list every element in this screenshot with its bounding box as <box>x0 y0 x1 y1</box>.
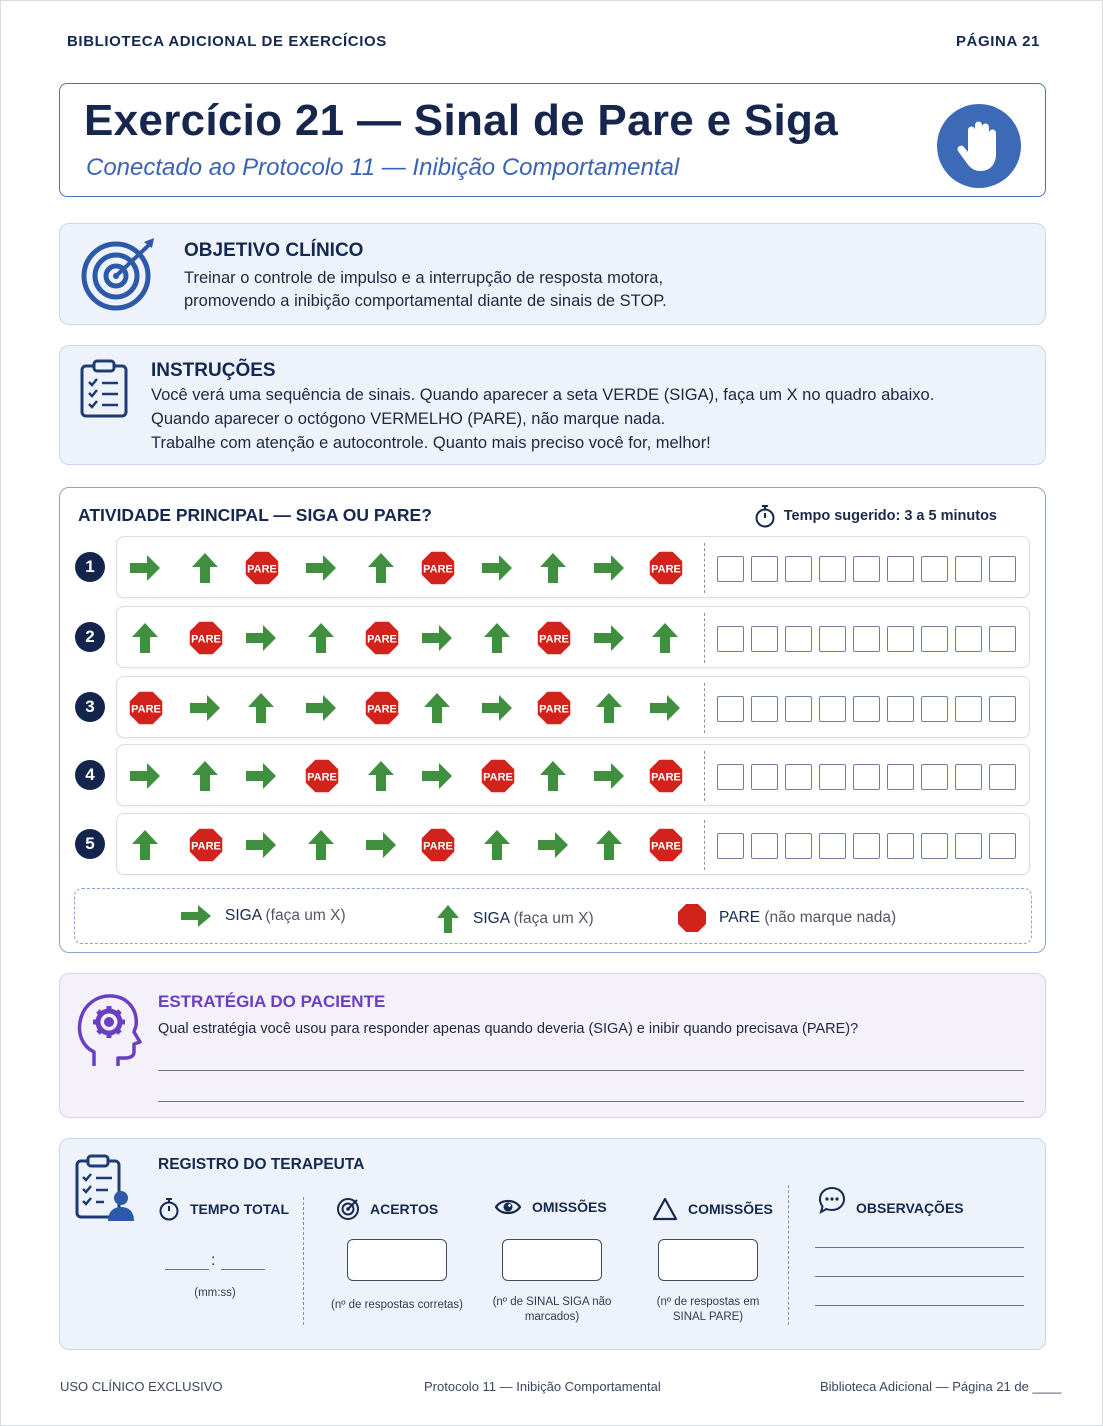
svg-text:PARE: PARE <box>247 563 277 576</box>
answer-checkbox[interactable] <box>921 556 948 582</box>
instructions-line-2: Quando aparecer o octógono VERMELHO (PARE), não marque nada. <box>151 410 666 428</box>
answer-checkbox[interactable] <box>819 696 846 722</box>
answer-checkbox[interactable] <box>785 764 812 790</box>
hits-label: ACERTOS <box>370 1201 439 1217</box>
legend-go-right <box>179 903 346 929</box>
answer-checkbox[interactable] <box>717 833 744 859</box>
target-icon <box>80 236 160 312</box>
title-card <box>59 83 1046 197</box>
answer-checkbox[interactable] <box>819 764 846 790</box>
answer-checkbox[interactable] <box>785 556 812 582</box>
answer-checkbox[interactable] <box>819 833 846 859</box>
row-number-badge: 2 <box>75 622 105 652</box>
objective-heading: OBJETIVO CLÍNICO <box>184 240 364 261</box>
main-activity-card <box>59 487 1046 953</box>
signal-row-5 <box>85 813 1030 875</box>
timer-icon <box>158 1197 180 1221</box>
answer-checkbox[interactable] <box>955 556 982 582</box>
answer-checkbox[interactable] <box>921 626 948 652</box>
svg-text:PARE: PARE <box>131 703 161 716</box>
warning-triangle-icon <box>652 1197 678 1221</box>
answer-checkbox[interactable] <box>989 696 1016 722</box>
strategy-question: Qual estratégia você usou para responder apenas quando deveria (SIGA) e inibir quando precisava (PARE)? <box>158 1021 859 1037</box>
strategy-heading: ESTRATÉGIA DO PACIENTE <box>158 992 386 1011</box>
answer-checkbox[interactable] <box>887 764 914 790</box>
observations-label: OBSERVAÇÕES <box>856 1200 964 1216</box>
omissions-header <box>494 1197 607 1217</box>
answer-checkbox[interactable] <box>887 556 914 582</box>
signal-row-3 <box>85 676 1030 738</box>
answer-checkbox[interactable] <box>717 764 744 790</box>
answer-checkbox[interactable] <box>785 626 812 652</box>
answer-checkbox[interactable] <box>853 764 880 790</box>
page-number-label: PÁGINA 21 <box>955 33 1040 50</box>
answer-checkbox[interactable] <box>751 556 778 582</box>
row-divider <box>704 543 705 593</box>
record-divider <box>788 1185 789 1325</box>
answer-checkbox[interactable] <box>785 833 812 859</box>
brain-gear-icon <box>74 992 142 1070</box>
legend-stop-strong: PARE <box>719 909 761 926</box>
omissions-caption-line-2: marcados) <box>524 1311 580 1323</box>
footer-right: Biblioteca Adicional — Página 21 de ____ <box>820 1379 1062 1394</box>
clipboard-list-icon <box>78 358 130 420</box>
answer-checkbox[interactable] <box>717 626 744 652</box>
row-number-badge: 5 <box>75 829 105 859</box>
total-time-label: TEMPO TOTAL <box>190 1201 290 1217</box>
svg-text:PARE: PARE <box>539 633 569 646</box>
answer-checkbox[interactable] <box>717 556 744 582</box>
row-divider <box>704 751 705 801</box>
observations-line-2[interactable] <box>815 1276 1024 1277</box>
observations-line-1[interactable] <box>815 1247 1024 1248</box>
objective-line-2: promovendo a inibição comportamental diante de sinais de STOP. <box>184 292 667 310</box>
omissions-label: OMISSÕES <box>532 1199 607 1215</box>
observations-line-3[interactable] <box>815 1305 1024 1306</box>
svg-text:PARE: PARE <box>191 633 221 646</box>
answer-checkbox[interactable] <box>921 833 948 859</box>
instructions-heading: INSTRUÇÕES <box>151 360 276 381</box>
legend-box <box>74 888 1032 944</box>
legend-go-right-muted: (faça um X) <box>265 907 346 924</box>
activity-heading: ATIVIDADE PRINCIPAL — SIGA OU PARE? <box>78 505 432 525</box>
total-time-header <box>158 1197 289 1221</box>
answer-checkbox[interactable] <box>853 626 880 652</box>
omissions-input[interactable] <box>502 1239 602 1281</box>
answer-checkbox[interactable] <box>819 626 846 652</box>
instructions-line-1: Você verá uma sequência de sinais. Quando aparecer a seta VERDE (SIGA), faça um X no quadro abaixo. <box>151 386 935 404</box>
answer-checkbox[interactable] <box>785 696 812 722</box>
answer-checkbox[interactable] <box>887 833 914 859</box>
minutes-field[interactable] <box>165 1269 209 1270</box>
strategy-answer-line-2[interactable] <box>158 1101 1024 1102</box>
answer-checkbox[interactable] <box>989 626 1016 652</box>
hits-header <box>336 1197 438 1221</box>
row-number-badge: 1 <box>75 552 105 582</box>
library-label: BIBLIOTECA ADICIONAL DE EXERCÍCIOS <box>67 33 387 50</box>
time-separator: : <box>211 1252 216 1269</box>
answer-checkbox[interactable] <box>751 764 778 790</box>
answer-checkbox[interactable] <box>853 833 880 859</box>
svg-text:PARE: PARE <box>367 633 397 646</box>
answer-checkbox[interactable] <box>717 696 744 722</box>
svg-text:PARE: PARE <box>367 703 397 716</box>
svg-text:PARE: PARE <box>423 840 453 853</box>
suggested-time-text: Tempo sugerido: 3 a 5 minutos <box>783 508 997 524</box>
patient-strategy-card <box>59 973 1046 1118</box>
commissions-caption <box>633 1295 783 1325</box>
therapist-record-card <box>59 1138 1046 1350</box>
answer-checkbox[interactable] <box>751 626 778 652</box>
signal-row-1 <box>85 536 1030 598</box>
row-divider <box>704 683 705 733</box>
svg-text:PARE: PARE <box>651 771 681 784</box>
svg-text:PARE: PARE <box>651 563 681 576</box>
commissions-caption-line-1: (nº de respostas em <box>656 1296 760 1308</box>
answer-checkbox[interactable] <box>751 696 778 722</box>
row-divider <box>704 613 705 663</box>
record-divider <box>303 1197 304 1325</box>
answer-checkbox[interactable] <box>989 764 1016 790</box>
svg-text:PARE: PARE <box>307 771 337 784</box>
legend-go-right-strong: SIGA <box>225 907 262 924</box>
legend-go-up-strong: SIGA <box>473 910 510 927</box>
footer-center: Protocolo 11 — Inibição Comportamental <box>424 1379 661 1394</box>
footer-left: USO CLÍNICO EXCLUSIVO <box>60 1379 223 1394</box>
row-number-badge: 3 <box>75 692 105 722</box>
answer-checkbox[interactable] <box>751 833 778 859</box>
hand-stop-icon <box>937 104 1021 188</box>
objective-line-1: Treinar o controle de impulso e a interrupção de resposta motora, <box>184 269 664 287</box>
page-header <box>67 33 1040 50</box>
legend-go-up <box>435 903 594 935</box>
hits-input[interactable] <box>347 1239 447 1281</box>
commissions-header <box>652 1197 773 1221</box>
answer-checkbox[interactable] <box>887 626 914 652</box>
svg-text:PARE: PARE <box>423 563 453 576</box>
legend-stop <box>677 903 896 933</box>
signal-row-2 <box>85 606 1030 668</box>
answer-checkbox[interactable] <box>955 696 982 722</box>
strategy-answer-line-1[interactable] <box>158 1070 1024 1071</box>
seconds-field[interactable] <box>221 1269 265 1270</box>
record-heading: REGISTRO DO TERAPEUTA <box>158 1156 365 1173</box>
answer-checkbox[interactable] <box>853 556 880 582</box>
answer-checkbox[interactable] <box>989 556 1016 582</box>
eye-icon <box>494 1197 522 1217</box>
answer-checkbox[interactable] <box>921 696 948 722</box>
answer-checkbox[interactable] <box>853 696 880 722</box>
legend-stop-muted: (não marque nada) <box>764 909 897 926</box>
timer-icon <box>754 504 776 528</box>
exercise-subtitle: Conectado ao Protocolo 11 — Inibição Comportamental <box>86 154 680 181</box>
exercise-title: Exercício 21 — Sinal de Pare e Siga <box>84 96 838 145</box>
answer-checkbox[interactable] <box>955 833 982 859</box>
suggested-time <box>754 504 997 528</box>
clipboard-user-icon <box>74 1153 136 1223</box>
commissions-caption-line-2: SINAL PARE) <box>672 1311 744 1323</box>
arrow-up-icon <box>435 903 461 935</box>
objective-card <box>59 223 1046 325</box>
target-check-icon <box>336 1197 360 1221</box>
answer-checkbox[interactable] <box>955 626 982 652</box>
observations-header <box>856 1200 964 1216</box>
instructions-card <box>59 345 1046 465</box>
answer-checkbox[interactable] <box>819 556 846 582</box>
instructions-line-3: Trabalhe com atenção e autocontrole. Quanto mais preciso você for, melhor! <box>151 434 711 452</box>
svg-text:PARE: PARE <box>483 771 513 784</box>
arrow-right-icon <box>179 903 213 929</box>
omissions-caption <box>477 1295 627 1325</box>
row-number-badge: 4 <box>75 760 105 790</box>
answer-checkbox[interactable] <box>989 833 1016 859</box>
row-divider <box>704 820 705 870</box>
svg-text:PARE: PARE <box>539 703 569 716</box>
commissions-input[interactable] <box>658 1239 758 1281</box>
answer-checkbox[interactable] <box>955 764 982 790</box>
hits-caption: (nº de respostas corretas) <box>330 1299 464 1311</box>
stop-octagon-icon <box>677 903 707 933</box>
svg-text:PARE: PARE <box>191 840 221 853</box>
commissions-label: COMISSÕES <box>688 1201 773 1217</box>
omissions-caption-line-1: (nº de SINAL SIGA não <box>492 1296 612 1308</box>
answer-checkbox[interactable] <box>887 696 914 722</box>
total-time-caption: (mm:ss) <box>194 1287 236 1299</box>
answer-checkbox[interactable] <box>921 764 948 790</box>
signal-row-4 <box>85 744 1030 806</box>
svg-text:PARE: PARE <box>651 840 681 853</box>
legend-go-up-muted: (faça um X) <box>513 910 594 927</box>
chat-bubble-icon <box>817 1185 847 1215</box>
